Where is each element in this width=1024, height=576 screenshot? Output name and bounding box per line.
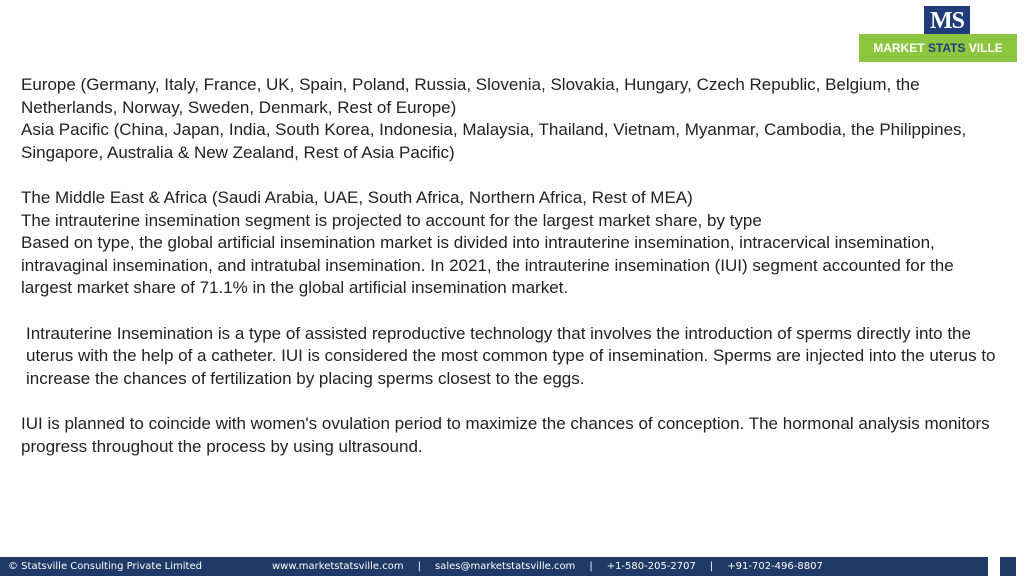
logo-wordmark xyxy=(859,34,1017,62)
footer-contact xyxy=(272,557,823,576)
footer-phone-in: +91-702-496-8807 xyxy=(727,561,823,572)
footer-corner-decoration xyxy=(988,557,1024,576)
paragraph-iui-timing: IUI is planned to coincide with women's ovulation period to maximize the chances of conception. The hormonal analysis monitors progress throughout the process by using ultrasound. xyxy=(21,413,990,456)
footer-website-link[interactable]: www.marketstatsville.com xyxy=(272,561,404,572)
footer-corner-block xyxy=(1000,557,1016,576)
company-logo xyxy=(859,6,1017,62)
paragraph-europe: Europe (Germany, Italy, France, UK, Spain, Poland, Russia, Slovenia, Slovakia, Hungary, Czech Republic, Belgium, the Netherlands, Norway, Sweden, Denmark, Rest of Europe) xyxy=(21,75,920,117)
logo-word-stats: STATS xyxy=(927,41,966,55)
paragraph-segment-heading: The intrauterine insemination segment is projected to account for the largest market share, by type xyxy=(21,210,762,230)
spacer xyxy=(21,300,1001,323)
paragraph-middle-east-africa: The Middle East & Africa (Saudi Arabia, UAE, South Africa, Northern Africa, Rest of MEA) xyxy=(21,187,693,207)
logo-word-ville: VILLE xyxy=(965,41,1003,55)
spacer xyxy=(21,390,1001,413)
paragraph-type-overview: Based on type, the global artificial insemination market is divided into intrauterine insemination, intracervical insemination, intravaginal insemination, and intratubal insemination. In 2021, the intrauterine insemination (IUI) segment accounted for the largest market share of 71.1% in the global artificial insemination market. xyxy=(21,233,954,298)
footer-separator: | xyxy=(709,561,714,572)
footer-separator: | xyxy=(589,561,593,572)
logo-mark: MS xyxy=(924,6,970,36)
logo-word-market: MARKET xyxy=(873,41,928,55)
slide-body xyxy=(21,74,1001,458)
footer-email-link[interactable]: sales@marketstatsville.com xyxy=(435,561,576,572)
paragraph-iui-definition: Intrauterine Insemination is a type of assisted reproductive technology that involves the introduction of sperms directly into the uterus with the help of a catheter. IUI is considered the most common type of insemination. Sperms are injected into the uterus to increase the chances of fertilization by placing sperms closest to the eggs. xyxy=(26,323,996,388)
footer-bar xyxy=(0,557,1024,576)
footer-separator: | xyxy=(417,561,421,572)
spacer xyxy=(21,164,1001,187)
footer-phone-us: +1-580-205-2707 xyxy=(606,561,696,572)
footer-copyright: © Statsville Consulting Private Limited xyxy=(8,561,202,572)
paragraph-asia-pacific: Asia Pacific (China, Japan, India, South Korea, Indonesia, Malaysia, Thailand, Vietnam, Myanmar, Cambodia, the Philippines, Singapore, Australia & New Zealand, Rest of Asia Pacific) xyxy=(21,120,967,162)
